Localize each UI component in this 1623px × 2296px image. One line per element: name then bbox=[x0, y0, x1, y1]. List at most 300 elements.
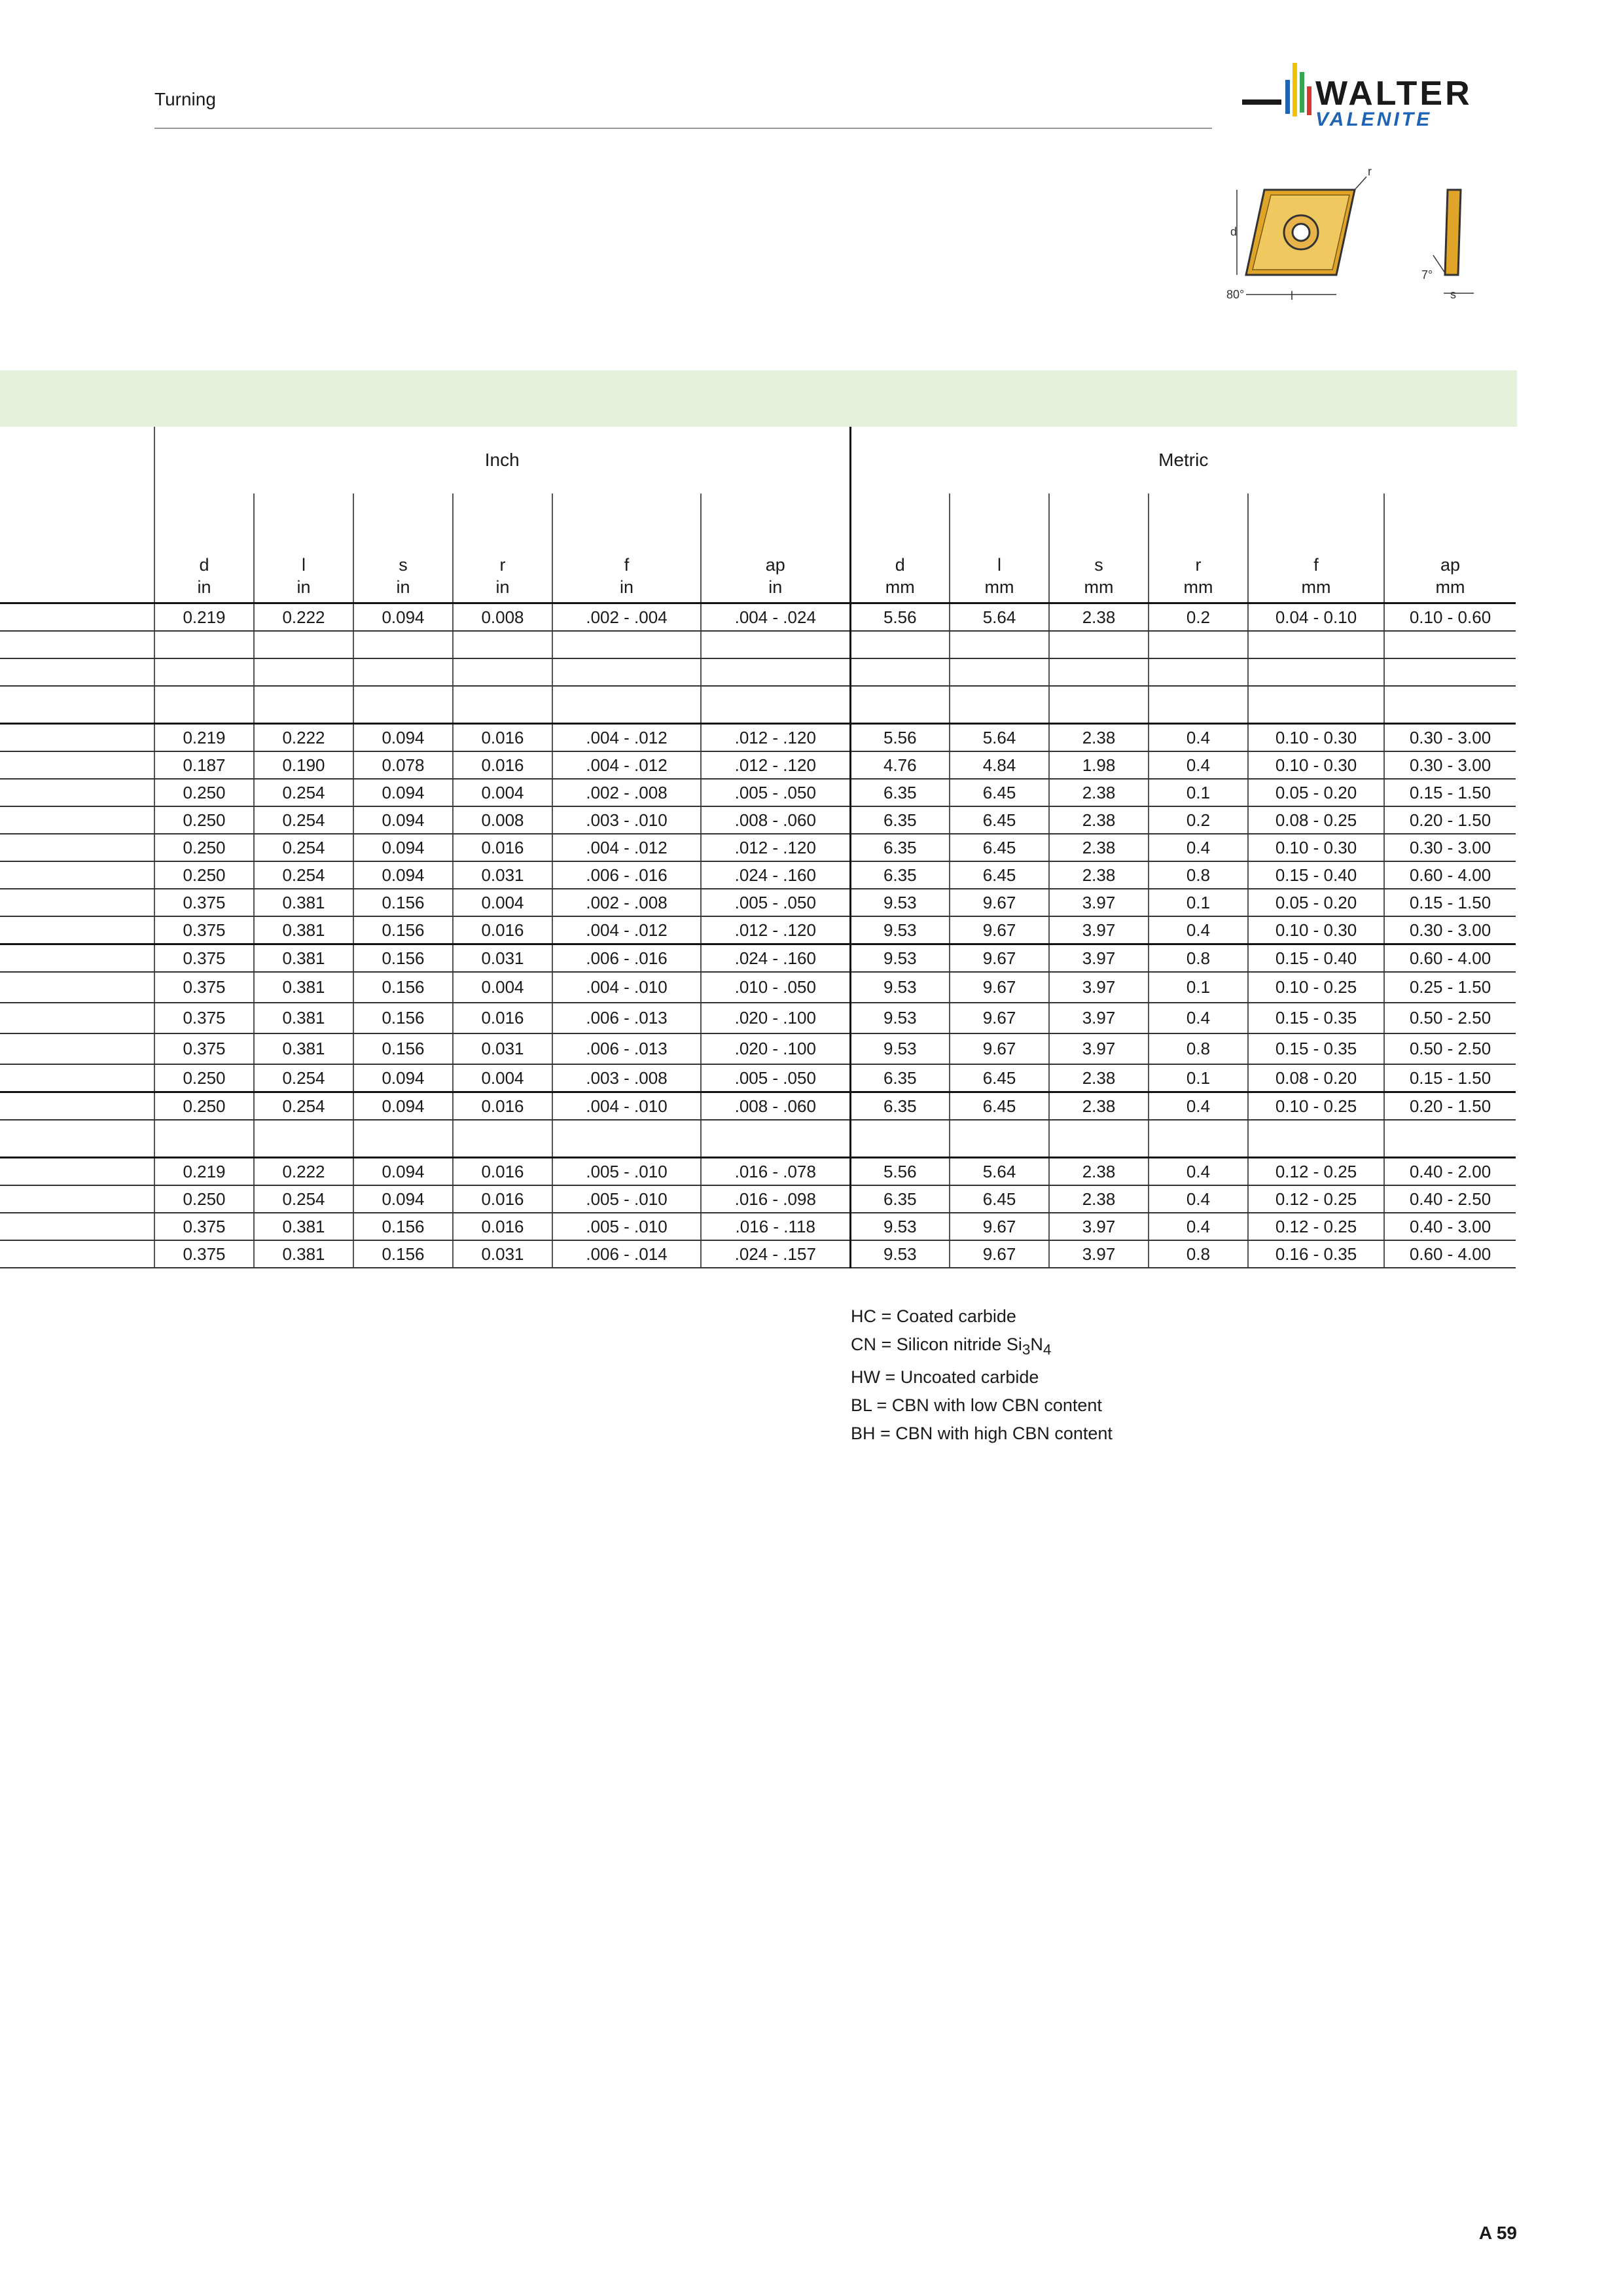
table-cell bbox=[552, 658, 701, 686]
table-cell: 6.45 bbox=[950, 779, 1049, 806]
table-cell: 0.094 bbox=[353, 806, 453, 834]
table-cell: .005 - .050 bbox=[701, 1064, 850, 1092]
table-cell: 5.56 bbox=[850, 1158, 950, 1186]
table-cell: .010 - .050 bbox=[701, 972, 850, 1003]
table-cell: 0.375 bbox=[154, 1213, 254, 1240]
table-cell: 2.38 bbox=[1049, 724, 1149, 752]
table-cell: .004 - .012 bbox=[552, 724, 701, 752]
column-header: l mm bbox=[950, 493, 1049, 603]
table-cell: 0.4 bbox=[1149, 916, 1248, 944]
table-cell: 2.38 bbox=[1049, 861, 1149, 889]
table-cell: 0.016 bbox=[453, 1185, 552, 1213]
table-cell: 6.45 bbox=[950, 1185, 1049, 1213]
table-cell: 0.10 - 0.30 bbox=[1248, 834, 1384, 861]
table-cell bbox=[950, 1120, 1049, 1158]
table-cell: 0.05 - 0.20 bbox=[1248, 779, 1384, 806]
table-cell: .012 - .120 bbox=[701, 916, 850, 944]
table-cell bbox=[552, 631, 701, 658]
table-cell bbox=[850, 658, 950, 686]
table-cell: 0.254 bbox=[254, 1064, 353, 1092]
table-cell bbox=[850, 686, 950, 724]
table-cell: 0.187 bbox=[154, 751, 254, 779]
table-cell: 6.35 bbox=[850, 1185, 950, 1213]
table-cell: 0.15 - 1.50 bbox=[1384, 779, 1516, 806]
table-cell: 3.97 bbox=[1049, 1033, 1149, 1064]
table-cell bbox=[1049, 658, 1149, 686]
table-cell: 6.45 bbox=[950, 861, 1049, 889]
table-cell: 0.381 bbox=[254, 1240, 353, 1268]
table-cell: 0.016 bbox=[453, 724, 552, 752]
table-cell: 0.10 - 0.60 bbox=[1384, 603, 1516, 632]
table-cell: .024 - .160 bbox=[701, 861, 850, 889]
table-cell: 2.38 bbox=[1049, 806, 1149, 834]
table-cell: 0.219 bbox=[154, 1158, 254, 1186]
table-cell: .004 - .012 bbox=[552, 916, 701, 944]
table-cell: 0.156 bbox=[353, 1240, 453, 1268]
table-cell: 6.35 bbox=[850, 861, 950, 889]
table-cell bbox=[1384, 658, 1516, 686]
table-cell: 0.50 - 2.50 bbox=[1384, 1033, 1516, 1064]
table-cell: .012 - .120 bbox=[701, 834, 850, 861]
table-cell: 4.84 bbox=[950, 751, 1049, 779]
column-header: ap in bbox=[701, 493, 850, 603]
brand-logo bbox=[1242, 60, 1517, 139]
table-cell: 9.67 bbox=[950, 1213, 1049, 1240]
table-cell bbox=[453, 686, 552, 724]
table-row bbox=[0, 944, 1516, 973]
table-cell: .016 - .078 bbox=[701, 1158, 850, 1186]
table-cell: .002 - .008 bbox=[552, 889, 701, 916]
insert-diagram bbox=[1226, 164, 1518, 314]
table-cell bbox=[1049, 631, 1149, 658]
table-cell: 9.53 bbox=[850, 972, 950, 1003]
group-header-inch: Inch bbox=[154, 427, 850, 493]
table-cell: 0.4 bbox=[1149, 834, 1248, 861]
table-row bbox=[0, 686, 1516, 724]
table-cell bbox=[1384, 631, 1516, 658]
table-cell: 0.2 bbox=[1149, 806, 1248, 834]
column-header: r mm bbox=[1149, 493, 1248, 603]
table-cell bbox=[552, 1120, 701, 1158]
table-cell: .006 - .014 bbox=[552, 1240, 701, 1268]
table-row bbox=[0, 806, 1516, 834]
table-cell: 5.64 bbox=[950, 1158, 1049, 1186]
table-row bbox=[0, 658, 1516, 686]
table-cell bbox=[453, 1120, 552, 1158]
table-cell: 0.60 - 4.00 bbox=[1384, 861, 1516, 889]
table-cell: 0.12 - 0.25 bbox=[1248, 1158, 1384, 1186]
table-cell: 0.381 bbox=[254, 1213, 353, 1240]
legend-hc: HC = Coated carbide bbox=[851, 1306, 1016, 1326]
table-cell: 0.10 - 0.25 bbox=[1248, 1092, 1384, 1121]
table-cell bbox=[552, 686, 701, 724]
table-cell: 0.016 bbox=[453, 834, 552, 861]
table-cell: 0.078 bbox=[353, 751, 453, 779]
table-cell: 0.375 bbox=[154, 1240, 254, 1268]
table-cell bbox=[701, 631, 850, 658]
table-cell: 0.094 bbox=[353, 603, 453, 632]
table-cell: 0.016 bbox=[453, 916, 552, 944]
table-cell: 9.67 bbox=[950, 1033, 1049, 1064]
table-cell: 0.30 - 3.00 bbox=[1384, 834, 1516, 861]
table-cell: 0.250 bbox=[154, 861, 254, 889]
table-cell bbox=[154, 658, 254, 686]
table-cell: 0.156 bbox=[353, 1213, 453, 1240]
table-cell: 0.381 bbox=[254, 1033, 353, 1064]
table-cell: 0.381 bbox=[254, 972, 353, 1003]
column-header: r in bbox=[453, 493, 552, 603]
table-cell: 0.031 bbox=[453, 944, 552, 973]
table-cell bbox=[1149, 686, 1248, 724]
table-row bbox=[0, 1185, 1516, 1213]
table-cell: 2.38 bbox=[1049, 603, 1149, 632]
table-cell: 0.05 - 0.20 bbox=[1248, 889, 1384, 916]
table-cell: 0.219 bbox=[154, 603, 254, 632]
table-cell bbox=[950, 686, 1049, 724]
table-cell: 0.190 bbox=[254, 751, 353, 779]
table-cell bbox=[701, 686, 850, 724]
table-cell: 0.375 bbox=[154, 1033, 254, 1064]
table-cell: 0.20 - 1.50 bbox=[1384, 806, 1516, 834]
table-cell: 9.67 bbox=[950, 972, 1049, 1003]
table-cell: 0.094 bbox=[353, 1064, 453, 1092]
table-cell: 2.38 bbox=[1049, 1185, 1149, 1213]
table-row bbox=[0, 1064, 1516, 1092]
group-header-metric: Metric bbox=[850, 427, 1516, 493]
table-row bbox=[0, 1213, 1516, 1240]
table-cell: .012 - .120 bbox=[701, 751, 850, 779]
table-cell: 0.250 bbox=[154, 1092, 254, 1121]
table-cell: 0.156 bbox=[353, 944, 453, 973]
table-cell: 0.094 bbox=[353, 724, 453, 752]
table-cell: 0.254 bbox=[254, 806, 353, 834]
table-cell: 0.10 - 0.25 bbox=[1248, 972, 1384, 1003]
table-cell bbox=[1049, 1120, 1149, 1158]
table-cell: 0.254 bbox=[254, 1185, 353, 1213]
table-cell: 0.381 bbox=[254, 1003, 353, 1033]
table-cell: 5.64 bbox=[950, 724, 1049, 752]
table-row bbox=[0, 724, 1516, 752]
table-cell: 0.375 bbox=[154, 916, 254, 944]
table-cell: 0.375 bbox=[154, 944, 254, 973]
table-row bbox=[0, 1033, 1516, 1064]
table-row bbox=[0, 889, 1516, 916]
table-cell bbox=[254, 658, 353, 686]
table-cell: 9.67 bbox=[950, 916, 1049, 944]
table-row bbox=[0, 751, 1516, 779]
angle-80-label: 80° bbox=[1226, 288, 1245, 301]
table-cell bbox=[353, 658, 453, 686]
table-cell: .006 - .016 bbox=[552, 861, 701, 889]
table-cell: 0.50 - 2.50 bbox=[1384, 1003, 1516, 1033]
table-cell: 0.254 bbox=[254, 1092, 353, 1121]
table-cell: 0.016 bbox=[453, 1003, 552, 1033]
table-cell bbox=[353, 1120, 453, 1158]
table-cell bbox=[254, 686, 353, 724]
legend-hw: HW = Uncoated carbide bbox=[851, 1367, 1039, 1388]
table-cell: 4.76 bbox=[850, 751, 950, 779]
table-cell: 0.8 bbox=[1149, 944, 1248, 973]
table-cell: 0.016 bbox=[453, 751, 552, 779]
table-cell bbox=[1248, 631, 1384, 658]
table-cell: 0.222 bbox=[254, 603, 353, 632]
table-cell: 6.35 bbox=[850, 1064, 950, 1092]
table-cell: 0.008 bbox=[453, 603, 552, 632]
table-cell bbox=[1248, 658, 1384, 686]
table-cell: 3.97 bbox=[1049, 972, 1149, 1003]
table-row bbox=[0, 972, 1516, 1003]
table-cell bbox=[154, 686, 254, 724]
table-cell bbox=[453, 631, 552, 658]
table-cell bbox=[453, 658, 552, 686]
legend-bl: BL = CBN with low CBN content bbox=[851, 1395, 1102, 1416]
table-cell: 0.2 bbox=[1149, 603, 1248, 632]
header-divider bbox=[154, 128, 1212, 129]
dim-d-label: d bbox=[1230, 225, 1238, 238]
table-cell: 0.254 bbox=[254, 861, 353, 889]
table-cell: 0.254 bbox=[254, 779, 353, 806]
table-cell: 2.38 bbox=[1049, 1064, 1149, 1092]
table-cell: 9.53 bbox=[850, 889, 950, 916]
table-cell bbox=[1384, 1120, 1516, 1158]
table-cell: 0.30 - 3.00 bbox=[1384, 724, 1516, 752]
table-cell: 3.97 bbox=[1049, 944, 1149, 973]
legend-bh: BH = CBN with high CBN content bbox=[851, 1424, 1113, 1444]
column-header: f mm bbox=[1248, 493, 1384, 603]
table-cell: 0.250 bbox=[154, 806, 254, 834]
table-cell: 0.222 bbox=[254, 1158, 353, 1186]
table-cell: 0.8 bbox=[1149, 861, 1248, 889]
table-cell: 0.375 bbox=[154, 972, 254, 1003]
table-cell: 0.094 bbox=[353, 1092, 453, 1121]
table-cell: 0.375 bbox=[154, 889, 254, 916]
table-cell: 0.004 bbox=[453, 972, 552, 1003]
table-cell: 0.15 - 0.35 bbox=[1248, 1033, 1384, 1064]
table-cell: 0.094 bbox=[353, 1158, 453, 1186]
table-cell: 0.15 - 0.40 bbox=[1248, 944, 1384, 973]
table-cell bbox=[950, 631, 1049, 658]
table-cell bbox=[1149, 658, 1248, 686]
table-cell: .003 - .010 bbox=[552, 806, 701, 834]
table-cell: 3.97 bbox=[1049, 1213, 1149, 1240]
table-cell: .005 - .010 bbox=[552, 1185, 701, 1213]
column-header: s mm bbox=[1049, 493, 1149, 603]
table-cell: .002 - .004 bbox=[552, 603, 701, 632]
table-cell: 0.4 bbox=[1149, 1158, 1248, 1186]
table-cell: 0.375 bbox=[154, 1003, 254, 1033]
table-cell: 0.1 bbox=[1149, 1064, 1248, 1092]
section-title: Turning bbox=[154, 89, 216, 109]
table-cell: 0.15 - 0.40 bbox=[1248, 861, 1384, 889]
table-cell: 0.1 bbox=[1149, 889, 1248, 916]
column-header: s in bbox=[353, 493, 453, 603]
table-cell: .016 - .118 bbox=[701, 1213, 850, 1240]
table-cell: 0.4 bbox=[1149, 751, 1248, 779]
table-cell: 0.8 bbox=[1149, 1240, 1248, 1268]
table-cell: 0.15 - 0.35 bbox=[1248, 1003, 1384, 1033]
table-cell: 0.219 bbox=[154, 724, 254, 752]
table-cell: 6.45 bbox=[950, 1092, 1049, 1121]
dim-r-label: r bbox=[1368, 165, 1372, 178]
table-cell: .024 - .160 bbox=[701, 944, 850, 973]
table-cell: .002 - .008 bbox=[552, 779, 701, 806]
table-cell: 0.222 bbox=[254, 724, 353, 752]
brand-logo-line2: VALENITE bbox=[1315, 109, 1433, 130]
table-cell: .004 - .010 bbox=[552, 1092, 701, 1121]
table-cell: 0.4 bbox=[1149, 1185, 1248, 1213]
table-cell: 0.8 bbox=[1149, 1033, 1248, 1064]
table-cell: 0.20 - 1.50 bbox=[1384, 1092, 1516, 1121]
table-cell: 0.10 - 0.30 bbox=[1248, 751, 1384, 779]
table-cell: .020 - .100 bbox=[701, 1033, 850, 1064]
table-cell: 0.30 - 3.00 bbox=[1384, 751, 1516, 779]
table-cell: .004 - .012 bbox=[552, 834, 701, 861]
table-cell: 0.250 bbox=[154, 1064, 254, 1092]
table-cell: 6.35 bbox=[850, 1092, 950, 1121]
table-cell: 2.38 bbox=[1049, 1092, 1149, 1121]
column-header: d in bbox=[154, 493, 254, 603]
table-cell: .012 - .120 bbox=[701, 724, 850, 752]
table-cell: 5.56 bbox=[850, 724, 950, 752]
table-row bbox=[0, 1120, 1516, 1158]
column-header: f in bbox=[552, 493, 701, 603]
table-cell bbox=[1248, 1120, 1384, 1158]
insert-spec-table bbox=[0, 427, 1516, 1268]
table-cell: 0.250 bbox=[154, 779, 254, 806]
table-cell: 0.4 bbox=[1149, 1092, 1248, 1121]
table-cell: .005 - .010 bbox=[552, 1158, 701, 1186]
dim-l-label: l bbox=[1291, 289, 1293, 302]
table-cell: 0.08 - 0.25 bbox=[1248, 806, 1384, 834]
grade-legend bbox=[851, 1302, 1113, 1448]
table-cell bbox=[701, 1120, 850, 1158]
table-cell bbox=[1049, 686, 1149, 724]
table-cell: 0.031 bbox=[453, 1033, 552, 1064]
table-cell: .004 - .024 bbox=[701, 603, 850, 632]
table-cell: 0.10 - 0.30 bbox=[1248, 724, 1384, 752]
table-cell: 3.97 bbox=[1049, 889, 1149, 916]
table-cell: 0.156 bbox=[353, 889, 453, 916]
table-cell: 0.16 - 0.35 bbox=[1248, 1240, 1384, 1268]
table-cell: .016 - .098 bbox=[701, 1185, 850, 1213]
table-cell: 0.12 - 0.25 bbox=[1248, 1213, 1384, 1240]
table-cell: 0.094 bbox=[353, 1185, 453, 1213]
table-cell: 0.016 bbox=[453, 1092, 552, 1121]
table-cell: 5.64 bbox=[950, 603, 1049, 632]
table-row bbox=[0, 1240, 1516, 1268]
table-cell bbox=[1149, 1120, 1248, 1158]
table-cell: 0.40 - 3.00 bbox=[1384, 1213, 1516, 1240]
table-cell: 0.4 bbox=[1149, 724, 1248, 752]
table-cell bbox=[254, 631, 353, 658]
table-cell bbox=[701, 658, 850, 686]
table-cell: 2.38 bbox=[1049, 779, 1149, 806]
table-cell: 0.15 - 1.50 bbox=[1384, 889, 1516, 916]
table-cell: 0.12 - 0.25 bbox=[1248, 1185, 1384, 1213]
table-row bbox=[0, 1158, 1516, 1186]
table-cell: 0.381 bbox=[254, 944, 353, 973]
dim-s-label: s bbox=[1450, 288, 1456, 301]
table-cell: 6.45 bbox=[950, 806, 1049, 834]
table-cell bbox=[1384, 686, 1516, 724]
table-cell: 0.4 bbox=[1149, 1003, 1248, 1033]
table-cell: 0.094 bbox=[353, 779, 453, 806]
table-cell bbox=[353, 631, 453, 658]
table-cell: 2.38 bbox=[1049, 1158, 1149, 1186]
table-cell bbox=[850, 1120, 950, 1158]
table-row bbox=[0, 1092, 1516, 1121]
table-cell: 0.156 bbox=[353, 972, 453, 1003]
table-cell bbox=[154, 631, 254, 658]
table-cell: 5.56 bbox=[850, 603, 950, 632]
table-cell: 0.60 - 4.00 bbox=[1384, 1240, 1516, 1268]
table-cell: 0.016 bbox=[453, 1213, 552, 1240]
table-row bbox=[0, 779, 1516, 806]
table-cell: .024 - .157 bbox=[701, 1240, 850, 1268]
table-cell: 0.156 bbox=[353, 1033, 453, 1064]
table-cell: 9.67 bbox=[950, 1003, 1049, 1033]
table-cell: 3.97 bbox=[1049, 916, 1149, 944]
table-cell: 0.4 bbox=[1149, 1213, 1248, 1240]
table-cell: 0.40 - 2.00 bbox=[1384, 1158, 1516, 1186]
table-cell bbox=[1149, 631, 1248, 658]
legend-cn: CN = Silicon nitride $Si_3N_4$ bbox=[851, 1335, 1052, 1358]
table-cell: .006 - .016 bbox=[552, 944, 701, 973]
table-cell: .005 - .050 bbox=[701, 779, 850, 806]
table-cell: 0.004 bbox=[453, 889, 552, 916]
table-cell: 6.35 bbox=[850, 834, 950, 861]
table-cell: .004 - .010 bbox=[552, 972, 701, 1003]
table-cell: 0.250 bbox=[154, 834, 254, 861]
table-cell: 6.35 bbox=[850, 779, 950, 806]
table-cell: 0.08 - 0.20 bbox=[1248, 1064, 1384, 1092]
table-row bbox=[0, 916, 1516, 944]
table-cell: 0.250 bbox=[154, 1185, 254, 1213]
table-cell: 0.25 - 1.50 bbox=[1384, 972, 1516, 1003]
column-header: d mm bbox=[850, 493, 950, 603]
table-cell: .008 - .060 bbox=[701, 806, 850, 834]
table-cell: 0.094 bbox=[353, 861, 453, 889]
table-cell: 9.53 bbox=[850, 916, 950, 944]
table-cell: 3.97 bbox=[1049, 1003, 1149, 1033]
table-cell: .003 - .008 bbox=[552, 1064, 701, 1092]
table-cell: 0.094 bbox=[353, 834, 453, 861]
column-header: l in bbox=[254, 493, 353, 603]
table-cell: 0.381 bbox=[254, 889, 353, 916]
table-cell: 9.67 bbox=[950, 944, 1049, 973]
table-row bbox=[0, 834, 1516, 861]
table-cell bbox=[950, 658, 1049, 686]
table-cell: 0.031 bbox=[453, 861, 552, 889]
table-cell: .005 - .010 bbox=[552, 1213, 701, 1240]
table-cell: 0.008 bbox=[453, 806, 552, 834]
table-cell bbox=[154, 1120, 254, 1158]
table-cell: 3.97 bbox=[1049, 1240, 1149, 1268]
table-row bbox=[0, 1003, 1516, 1033]
table-cell: 0.016 bbox=[453, 1158, 552, 1186]
table-row bbox=[0, 603, 1516, 632]
table-cell: 0.004 bbox=[453, 1064, 552, 1092]
table-cell: 9.53 bbox=[850, 1033, 950, 1064]
table-cell: 6.35 bbox=[850, 806, 950, 834]
table-cell: 0.031 bbox=[453, 1240, 552, 1268]
table-cell: .020 - .100 bbox=[701, 1003, 850, 1033]
table-cell: .006 - .013 bbox=[552, 1003, 701, 1033]
table-cell: 0.60 - 4.00 bbox=[1384, 944, 1516, 973]
table-cell bbox=[254, 1120, 353, 1158]
table-cell: 0.30 - 3.00 bbox=[1384, 916, 1516, 944]
column-header: ap mm bbox=[1384, 493, 1516, 603]
